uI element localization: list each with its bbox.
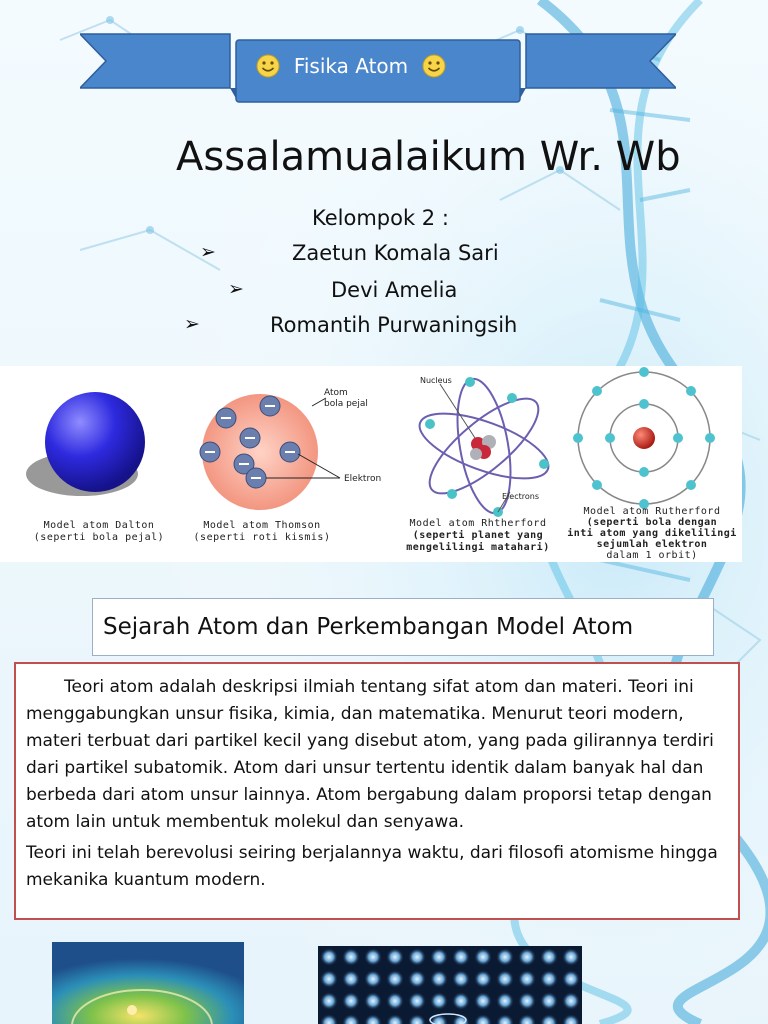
body-paragraph: Teori atom adalah deskripsi ilmiah tentang sifat atom dan materi. Teori ini menggabungkan unsur fisika, kimia, dan matematika. Menurut teori modern, materi terbuat dari partikel kecil yang disebut atom, yang pada gilirannya terdiri dari partikel subatomik. Atom dari unsur tertentu identik dalam banyak hal dan berbeda dari atom unsur lainnya. Atom bergabung dalam proporsi tetap dengan atom lain untuk membentuk molekul dan senyawa.: [26, 677, 714, 832]
caption-thomson: [180, 520, 344, 544]
member-name: Devi Amelia: [331, 278, 458, 302]
glowing-atom-photo: [52, 942, 244, 1024]
caption-line: Model atom Thomson: [203, 520, 321, 531]
label-line: bola pejal: [324, 399, 368, 409]
page-title-text: Assalamualaikum Wr. Wb: [176, 134, 681, 180]
label-nucleus: Nucleus: [420, 376, 452, 385]
body-text-box: [14, 662, 740, 920]
caption-line: Model atom Dalton: [43, 520, 155, 531]
caption-line: dalam 1 orbit): [606, 550, 698, 561]
member-name: Romantih Purwaningsih: [270, 313, 518, 337]
caption-line: inti atom yang dikelilingi: [567, 528, 737, 539]
caption-line: (seperti bola pejal): [33, 532, 165, 543]
caption-line: (seperti planet yang: [412, 530, 544, 541]
caption-rutherford: [394, 518, 562, 554]
atom-models-image: [0, 366, 742, 562]
body-paragraph: Teori ini telah berevolusi seiring berjalannya waktu, dari filosofi atomisme hingga mekanika kuantum modern.: [26, 843, 718, 890]
atom-lattice-photo: [318, 946, 582, 1024]
label-elektron: Elektron: [344, 474, 382, 484]
bullet-arrow-icon: ➢: [184, 313, 200, 335]
bullet-arrow-icon: ➢: [200, 241, 216, 263]
caption-line: (seperti bola dengan: [586, 517, 718, 528]
bullet-arrow-icon: ➢: [228, 278, 244, 300]
page-title-wrap: [176, 134, 681, 180]
caption-line: mengelilingi matahari): [406, 542, 550, 553]
smiley-icon: [422, 54, 446, 78]
label-line: Atom: [324, 388, 348, 398]
member-name: Zaetun Komala Sari: [292, 241, 499, 265]
dalton-sphere: [45, 392, 145, 492]
caption-line: sejumlah elektron: [596, 539, 708, 550]
caption-line: (seperti roti kismis): [193, 532, 331, 543]
label-electrons: Electrons: [502, 492, 539, 501]
label-atom-bola-pejal: [324, 388, 368, 410]
smiley-icon: [256, 54, 280, 78]
caption-line: Model atom Rhtherford: [409, 518, 547, 529]
caption-bohr: [562, 506, 742, 561]
ribbon-label: [238, 40, 464, 92]
group-label: Kelompok 2 :: [312, 206, 449, 230]
caption-dalton: [24, 520, 174, 544]
section-heading: Sejarah Atom dan Perkembangan Model Atom: [92, 598, 714, 656]
caption-line: Model atom Rutherford: [583, 506, 721, 517]
ribbon-text: Fisika Atom: [293, 54, 409, 78]
